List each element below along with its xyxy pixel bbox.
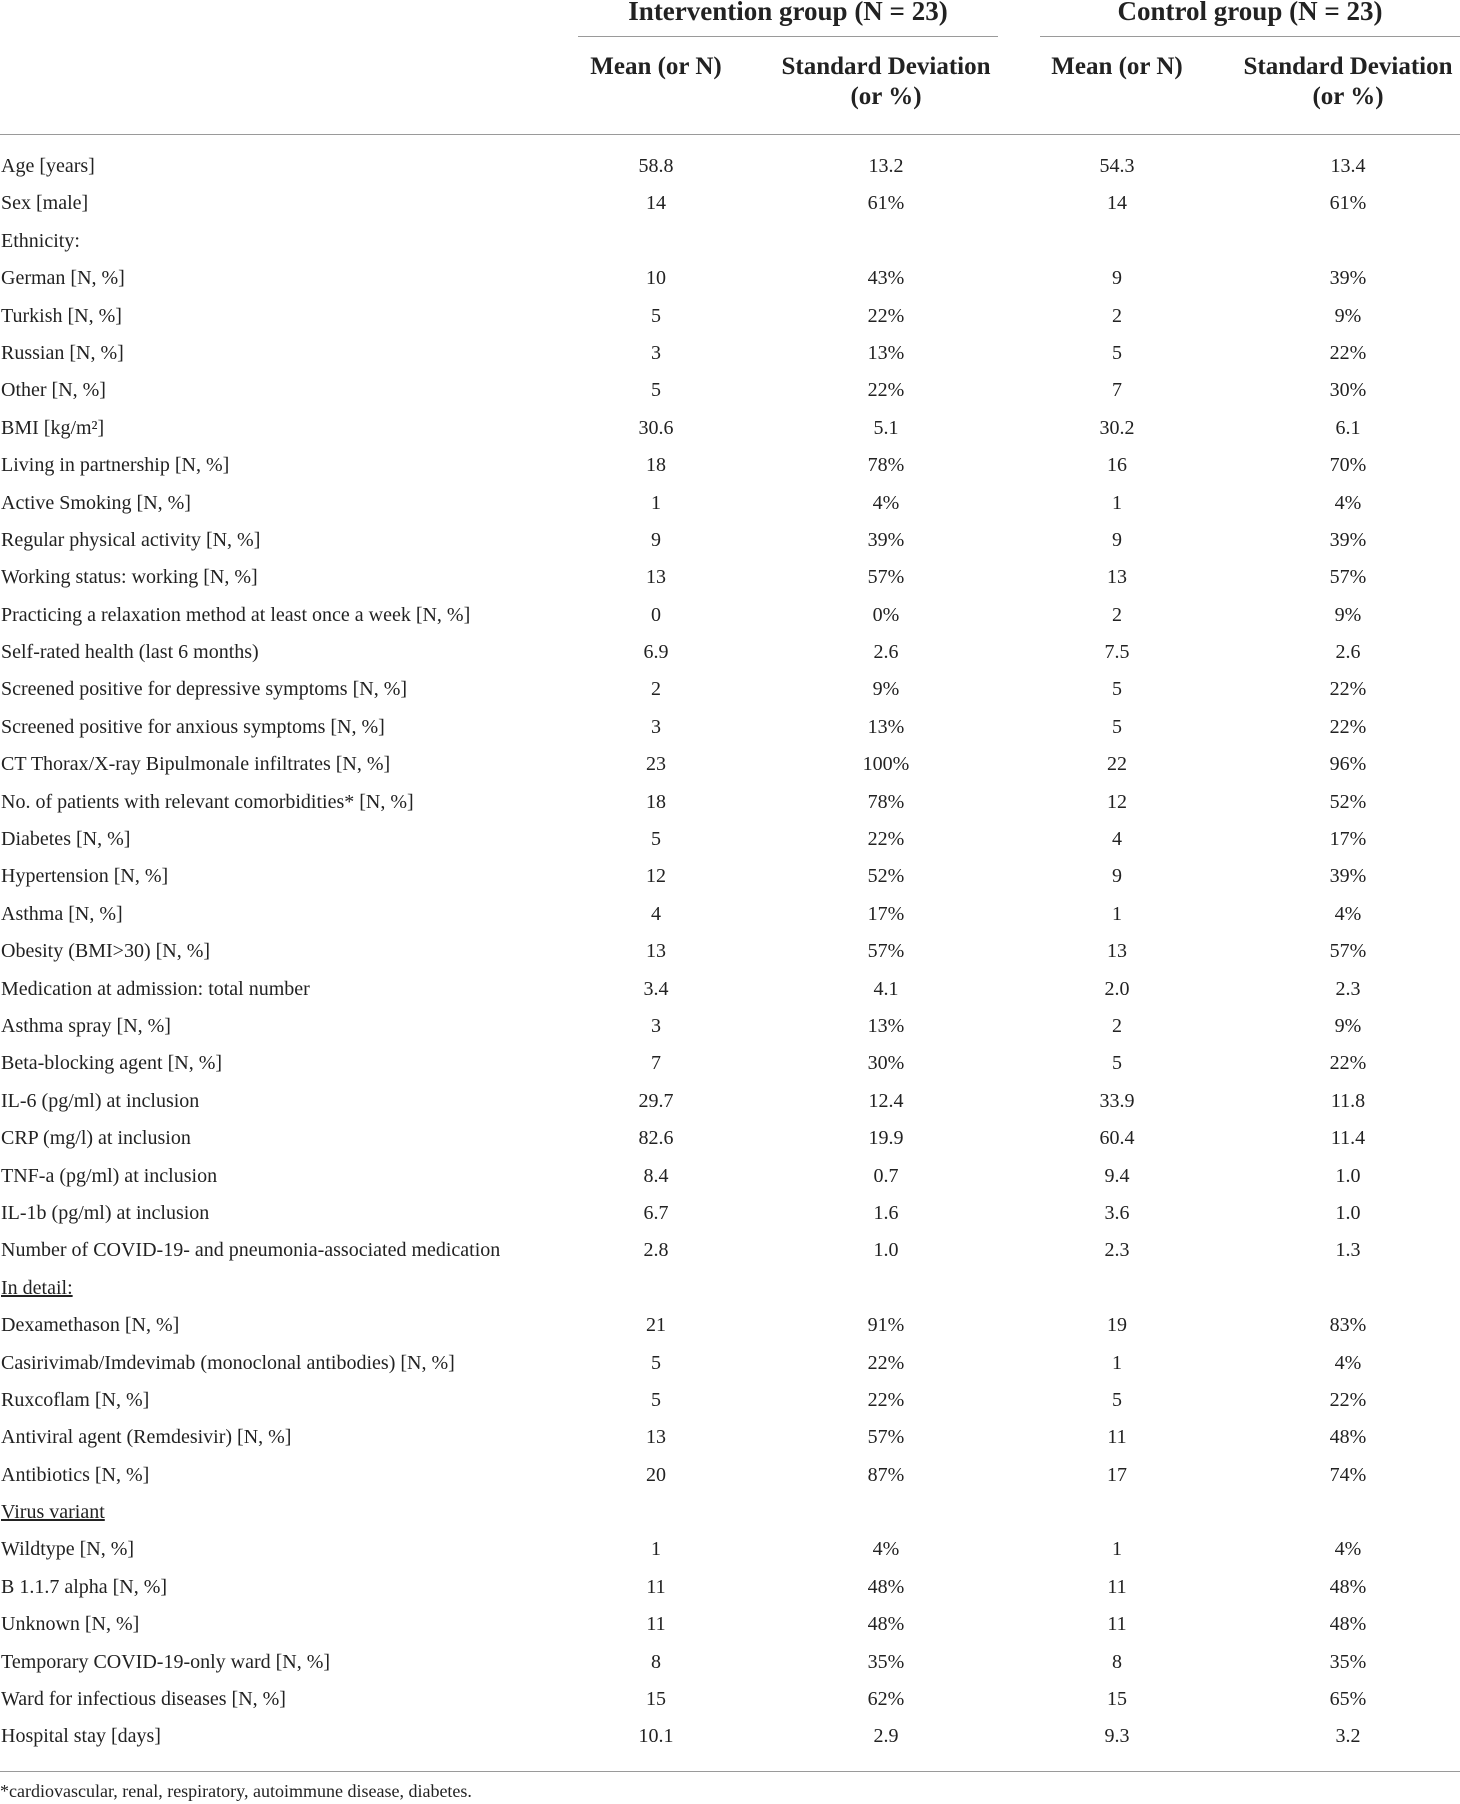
table-row — [0, 1195, 1460, 1232]
control-mean-cell: 30.2 — [1099, 416, 1135, 439]
control-sd-cell: 22% — [1329, 715, 1367, 738]
intervention-sd-cell: 62% — [867, 1688, 905, 1711]
control-sd-cell: 17% — [1329, 828, 1367, 851]
row-label: Diabetes [N, %] — [1, 828, 131, 851]
header-rule — [0, 134, 1460, 135]
intervention-mean-cell: 5 — [651, 828, 661, 851]
table-row — [0, 223, 1460, 260]
control-mean-cell: 12 — [1107, 790, 1127, 813]
control-mean-cell: 2 — [1112, 304, 1122, 327]
control-sd-cell: 2.3 — [1335, 977, 1361, 1000]
control-mean-cell: 19 — [1107, 1314, 1127, 1337]
table-row — [0, 933, 1460, 970]
intervention-sd-cell: 2.9 — [873, 1725, 899, 1748]
intervention-group-divider — [578, 36, 998, 37]
control-mean-cell: 2 — [1112, 1014, 1122, 1037]
intervention-mean-cell: 6.7 — [643, 1201, 669, 1224]
control-mean-cell: 5 — [1112, 1388, 1122, 1411]
table-row — [0, 1457, 1460, 1494]
control-mean-header: Mean (or N) — [1051, 53, 1183, 80]
intervention-mean-cell: 82.6 — [638, 1127, 674, 1150]
control-sd-cell: 11.8 — [1330, 1089, 1366, 1112]
row-label: Sex [male] — [1, 192, 89, 215]
intervention-mean-cell: 18 — [646, 454, 666, 477]
row-label: Beta-blocking agent [N, %] — [1, 1052, 223, 1075]
table-row — [0, 597, 1460, 634]
control-mean-cell: 2.3 — [1104, 1239, 1130, 1262]
intervention-sd-cell: 2.6 — [873, 641, 899, 664]
intervention-mean-cell: 5 — [651, 1351, 661, 1374]
table-row — [0, 1045, 1460, 1082]
control-mean-cell: 13 — [1107, 566, 1127, 589]
intervention-mean-cell: 1 — [651, 491, 661, 514]
row-label: Antibiotics [N, %] — [1, 1463, 150, 1486]
intervention-sd-cell: 22% — [867, 1351, 905, 1374]
table-row — [0, 410, 1460, 447]
intervention-mean-cell: 13 — [646, 566, 666, 589]
control-sd-cell: 70% — [1329, 454, 1367, 477]
intervention-mean-cell: 2 — [651, 678, 661, 701]
control-sd-cell: 22% — [1329, 678, 1367, 701]
table-row — [0, 1718, 1460, 1755]
table-row — [0, 335, 1460, 372]
intervention-sd-cell: 0.7 — [873, 1164, 899, 1187]
row-label: Hospital stay [days] — [1, 1725, 161, 1748]
intervention-mean-cell: 13 — [646, 940, 666, 963]
table-row — [0, 1569, 1460, 1606]
control-sd-cell: 65% — [1329, 1688, 1367, 1711]
control-sd-cell: 57% — [1329, 940, 1367, 963]
table-row — [0, 671, 1460, 708]
control-group-header: Control group (N = 23) — [1117, 0, 1383, 26]
control-mean-cell: 1 — [1112, 1538, 1122, 1561]
row-label: Unknown [N, %] — [1, 1613, 140, 1636]
control-mean-cell: 1 — [1112, 1351, 1122, 1374]
row-label: Antiviral agent (Remdesivir) [N, %] — [1, 1426, 292, 1449]
intervention-sd-cell: 22% — [867, 828, 905, 851]
control-sd-cell: 1.3 — [1335, 1239, 1361, 1262]
intervention-sd-cell: 13% — [867, 1014, 905, 1037]
intervention-mean-cell: 1 — [651, 1538, 661, 1561]
intervention-mean-cell: 5 — [651, 1388, 661, 1411]
intervention-mean-cell: 3 — [651, 715, 661, 738]
table-row — [0, 1606, 1460, 1643]
control-sd-cell: 4% — [1334, 491, 1362, 514]
control-mean-cell: 13 — [1107, 940, 1127, 963]
table-row — [0, 1158, 1460, 1195]
control-mean-cell: 33.9 — [1099, 1089, 1135, 1112]
row-label: Age [years] — [1, 155, 95, 177]
intervention-mean-cell: 3.4 — [643, 977, 669, 1000]
intervention-sd-cell: 5.1 — [873, 416, 899, 439]
table-row — [0, 634, 1460, 671]
control-mean-cell: 17 — [1107, 1463, 1127, 1486]
intervention-sd-cell: 12.4 — [868, 1089, 904, 1112]
row-label: IL-6 (pg/ml) at inclusion — [1, 1089, 200, 1112]
control-sd-cell: 22% — [1329, 1052, 1367, 1075]
control-sd-cell: 39% — [1329, 528, 1367, 551]
control-sd-cell: 52% — [1329, 790, 1367, 813]
table-row — [0, 858, 1460, 895]
row-label: Ruxcoflam [N, %] — [1, 1388, 150, 1411]
intervention-sd-cell: 0% — [872, 603, 900, 626]
intervention-mean-cell: 23 — [646, 753, 666, 776]
intervention-sd-cell: 13.2 — [868, 155, 904, 177]
control-sd-cell: 61% — [1329, 192, 1367, 215]
control-sd-cell: 22% — [1329, 341, 1367, 364]
intervention-sd-cell: 4.1 — [873, 977, 899, 1000]
table-row — [0, 559, 1460, 596]
intervention-mean-cell: 30.6 — [638, 416, 674, 439]
intervention-sd-header — [766, 52, 1006, 112]
table-row — [0, 372, 1460, 409]
control-sd-cell: 13.4 — [1330, 155, 1366, 177]
control-sd-cell: 30% — [1329, 379, 1367, 402]
intervention-sd-cell: 1.0 — [873, 1239, 899, 1262]
intervention-sd-cell: 52% — [867, 865, 905, 888]
control-sd-cell: 22% — [1329, 1388, 1367, 1411]
control-mean-cell: 8 — [1112, 1650, 1122, 1673]
control-mean-cell: 22 — [1107, 753, 1127, 776]
intervention-mean-cell: 18 — [646, 790, 666, 813]
table-row — [0, 1083, 1460, 1120]
intervention-sd-cell: 4% — [872, 1538, 900, 1561]
sd-header-line1: Standard Deviation — [781, 53, 991, 80]
intervention-sd-cell: 78% — [867, 790, 905, 813]
row-label: CT Thorax/X-ray Bipulmonale infiltrates [N, %] — [1, 753, 391, 776]
control-sd-cell: 6.1 — [1335, 416, 1361, 439]
intervention-mean-cell: 8 — [651, 1650, 661, 1673]
control-mean-cell: 60.4 — [1099, 1127, 1135, 1150]
control-sd-cell: 9% — [1334, 304, 1362, 327]
control-mean-cell: 15 — [1107, 1688, 1127, 1711]
control-mean-cell: 5 — [1112, 715, 1122, 738]
row-label: In detail: — [1, 1276, 73, 1299]
control-sd-cell: 4% — [1334, 1538, 1362, 1561]
table-row — [0, 148, 1460, 185]
control-sd-cell: 9% — [1334, 1014, 1362, 1037]
control-mean-cell: 7 — [1112, 379, 1122, 402]
table-row — [0, 784, 1460, 821]
intervention-mean-cell: 10.1 — [638, 1725, 674, 1748]
sd-header-line2: (or %) — [1312, 83, 1384, 110]
intervention-mean-cell: 10 — [646, 267, 666, 290]
table-row — [0, 485, 1460, 522]
intervention-mean-cell: 3 — [651, 341, 661, 364]
row-label: TNF-a (pg/ml) at inclusion — [1, 1164, 218, 1187]
control-sd-cell: 4% — [1334, 902, 1362, 925]
intervention-sd-cell: 43% — [867, 267, 905, 290]
row-label: Hypertension [N, %] — [1, 865, 169, 888]
control-mean-cell: 5 — [1112, 341, 1122, 364]
row-label: Working status: working [N, %] — [1, 566, 258, 589]
row-label: Dexamethason [N, %] — [1, 1314, 180, 1337]
table-row — [0, 1681, 1460, 1718]
table-row — [0, 522, 1460, 559]
intervention-sd-cell: 13% — [867, 341, 905, 364]
row-label: Screened positive for depressive symptoms [N, %] — [1, 678, 408, 701]
row-label: Other [N, %] — [1, 379, 106, 402]
control-sd-cell: 96% — [1329, 753, 1367, 776]
control-sd-cell: 35% — [1329, 1650, 1367, 1673]
intervention-mean-cell: 13 — [646, 1426, 666, 1449]
row-label: Medication at admission: total number — [1, 977, 310, 1000]
table-body — [0, 148, 1460, 1756]
control-sd-cell: 9% — [1334, 603, 1362, 626]
control-mean-cell: 9 — [1112, 528, 1122, 551]
table-row — [0, 1008, 1460, 1045]
row-label: Number of COVID-19- and pneumonia-associated medication — [1, 1239, 501, 1262]
intervention-mean-cell: 11 — [646, 1613, 666, 1636]
row-label: Russian [N, %] — [1, 341, 124, 364]
intervention-sd-cell: 48% — [867, 1575, 905, 1598]
intervention-sd-cell: 22% — [867, 1388, 905, 1411]
table-row — [0, 1345, 1460, 1382]
row-label: Screened positive for anxious symptoms [N, %] — [1, 715, 385, 738]
control-sd-cell: 48% — [1329, 1575, 1367, 1598]
row-label: Temporary COVID-19-only ward [N, %] — [1, 1650, 331, 1673]
group-header-row — [0, 0, 1460, 36]
table-row — [0, 1270, 1460, 1307]
intervention-sd-cell: 78% — [867, 454, 905, 477]
intervention-group-header: Intervention group (N = 23) — [628, 0, 948, 26]
control-mean-cell: 1 — [1112, 491, 1122, 514]
intervention-sd-cell: 17% — [867, 902, 905, 925]
table-row — [0, 1307, 1460, 1344]
control-sd-cell: 39% — [1329, 267, 1367, 290]
intervention-mean-header: Mean (or N) — [590, 53, 722, 80]
control-sd-cell: 4% — [1334, 1351, 1362, 1374]
control-sd-cell: 83% — [1329, 1314, 1367, 1337]
intervention-sd-cell: 100% — [862, 753, 910, 776]
intervention-sd-cell: 22% — [867, 379, 905, 402]
intervention-mean-cell: 14 — [646, 192, 666, 215]
table-row — [0, 298, 1460, 335]
intervention-sd-cell: 87% — [867, 1463, 905, 1486]
control-mean-cell: 9 — [1112, 267, 1122, 290]
row-label: Ward for infectious diseases [N, %] — [1, 1688, 286, 1711]
intervention-sd-cell: 13% — [867, 715, 905, 738]
row-label: Wildtype [N, %] — [1, 1538, 135, 1561]
intervention-sd-cell: 9% — [872, 678, 900, 701]
intervention-sd-cell: 22% — [867, 304, 905, 327]
row-label: IL-1b (pg/ml) at inclusion — [1, 1201, 210, 1224]
table-row — [0, 185, 1460, 222]
control-mean-cell: 1 — [1112, 902, 1122, 925]
row-label: Virus variant — [1, 1501, 105, 1524]
control-mean-cell: 2 — [1112, 603, 1122, 626]
intervention-mean-cell: 20 — [646, 1463, 666, 1486]
control-mean-cell: 7.5 — [1104, 641, 1130, 664]
control-sd-cell: 2.6 — [1335, 641, 1361, 664]
control-mean-cell: 54.3 — [1099, 155, 1135, 177]
intervention-mean-cell: 7 — [651, 1052, 661, 1075]
control-mean-cell: 4 — [1112, 828, 1122, 851]
row-label: Living in partnership [N, %] — [1, 454, 230, 477]
intervention-mean-cell: 4 — [651, 902, 661, 925]
control-sd-cell: 39% — [1329, 865, 1367, 888]
control-mean-cell: 5 — [1112, 678, 1122, 701]
intervention-mean-cell: 5 — [651, 379, 661, 402]
row-label: Asthma [N, %] — [1, 902, 123, 925]
row-label: Practicing a relaxation method at least once a week [N, %] — [1, 603, 471, 626]
table-row — [0, 896, 1460, 933]
intervention-mean-cell: 9 — [651, 528, 661, 551]
bottom-rule — [0, 1771, 1460, 1772]
footnote: *cardiovascular, renal, respiratory, autoimmune disease, diabetes. — [0, 1781, 472, 1801]
table-row — [0, 260, 1460, 297]
table-row — [0, 709, 1460, 746]
control-sd-cell: 11.4 — [1330, 1127, 1366, 1150]
control-mean-cell: 9.3 — [1104, 1725, 1130, 1748]
row-label: CRP (mg/l) at inclusion — [1, 1127, 191, 1150]
control-mean-cell: 3.6 — [1104, 1201, 1130, 1224]
intervention-sd-cell: 19.9 — [868, 1127, 904, 1150]
row-label: No. of patients with relevant comorbidities* [N, %] — [1, 790, 414, 813]
control-mean-cell: 11 — [1107, 1613, 1127, 1636]
control-mean-cell: 16 — [1107, 454, 1127, 477]
intervention-sd-cell: 35% — [867, 1650, 905, 1673]
intervention-sd-cell: 48% — [867, 1613, 905, 1636]
control-sd-cell: 1.0 — [1335, 1164, 1361, 1187]
row-label: German [N, %] — [1, 267, 125, 290]
row-label: Self-rated health (last 6 months) — [1, 641, 259, 664]
intervention-sd-cell: 57% — [867, 1426, 905, 1449]
intervention-sd-cell: 1.6 — [873, 1201, 899, 1224]
intervention-mean-cell: 0 — [651, 603, 661, 626]
sd-header-line2: (or %) — [850, 83, 922, 110]
row-label: B 1.1.7 alpha [N, %] — [1, 1575, 168, 1598]
intervention-mean-cell: 15 — [646, 1688, 666, 1711]
table-row — [0, 1232, 1460, 1269]
intervention-sd-cell: 57% — [867, 566, 905, 589]
intervention-mean-cell: 3 — [651, 1014, 661, 1037]
row-label: Turkish [N, %] — [1, 304, 122, 327]
control-sd-cell: 48% — [1329, 1426, 1367, 1449]
control-sd-cell: 1.0 — [1335, 1201, 1361, 1224]
table-row — [0, 1531, 1460, 1568]
table-row — [0, 821, 1460, 858]
sd-header-line1: Standard Deviation — [1243, 53, 1453, 80]
intervention-mean-cell: 21 — [646, 1314, 666, 1337]
row-label: Casirivimab/Imdevimab (monoclonal antibodies) [N, %] — [1, 1351, 455, 1374]
intervention-mean-cell: 8.4 — [643, 1164, 669, 1187]
row-label: Regular physical activity [N, %] — [1, 528, 261, 551]
intervention-mean-cell: 5 — [651, 304, 661, 327]
intervention-mean-cell: 11 — [646, 1575, 666, 1598]
intervention-mean-cell: 6.9 — [643, 641, 669, 664]
intervention-mean-cell: 12 — [646, 865, 666, 888]
control-mean-cell: 9.4 — [1104, 1164, 1130, 1187]
intervention-sd-cell: 39% — [867, 528, 905, 551]
control-mean-cell: 11 — [1107, 1575, 1127, 1598]
table-row — [0, 1644, 1460, 1681]
control-group-divider — [1040, 36, 1460, 37]
intervention-mean-cell: 2.8 — [643, 1239, 669, 1262]
table-row — [0, 447, 1460, 484]
row-label: Ethnicity: — [1, 229, 80, 252]
control-sd-header — [1228, 52, 1460, 112]
row-label: BMI [kg/m²] — [1, 416, 105, 439]
intervention-sd-cell: 30% — [867, 1052, 905, 1075]
control-sd-cell: 48% — [1329, 1613, 1367, 1636]
control-mean-cell: 2.0 — [1104, 977, 1130, 1000]
table-row — [0, 746, 1460, 783]
table-row — [0, 1494, 1460, 1531]
control-sd-cell: 3.2 — [1335, 1725, 1361, 1748]
table-row — [0, 971, 1460, 1008]
control-mean-cell: 5 — [1112, 1052, 1122, 1075]
intervention-sd-cell: 61% — [867, 192, 905, 215]
control-mean-cell: 11 — [1107, 1426, 1127, 1449]
row-label: Active Smoking [N, %] — [1, 491, 191, 514]
control-mean-cell: 14 — [1107, 192, 1127, 215]
intervention-sd-cell: 4% — [872, 491, 900, 514]
intervention-sd-cell: 91% — [867, 1314, 905, 1337]
intervention-sd-cell: 57% — [867, 940, 905, 963]
table-row — [0, 1419, 1460, 1456]
control-mean-cell: 9 — [1112, 865, 1122, 888]
control-sd-cell: 57% — [1329, 566, 1367, 589]
table-row — [0, 1120, 1460, 1157]
intervention-mean-cell: 29.7 — [638, 1089, 674, 1112]
row-label: Asthma spray [N, %] — [1, 1014, 171, 1037]
intervention-mean-cell: 58.8 — [638, 155, 674, 177]
row-label: Obesity (BMI>30) [N, %] — [1, 940, 211, 963]
table-row — [0, 1382, 1460, 1419]
control-sd-cell: 74% — [1329, 1463, 1367, 1486]
